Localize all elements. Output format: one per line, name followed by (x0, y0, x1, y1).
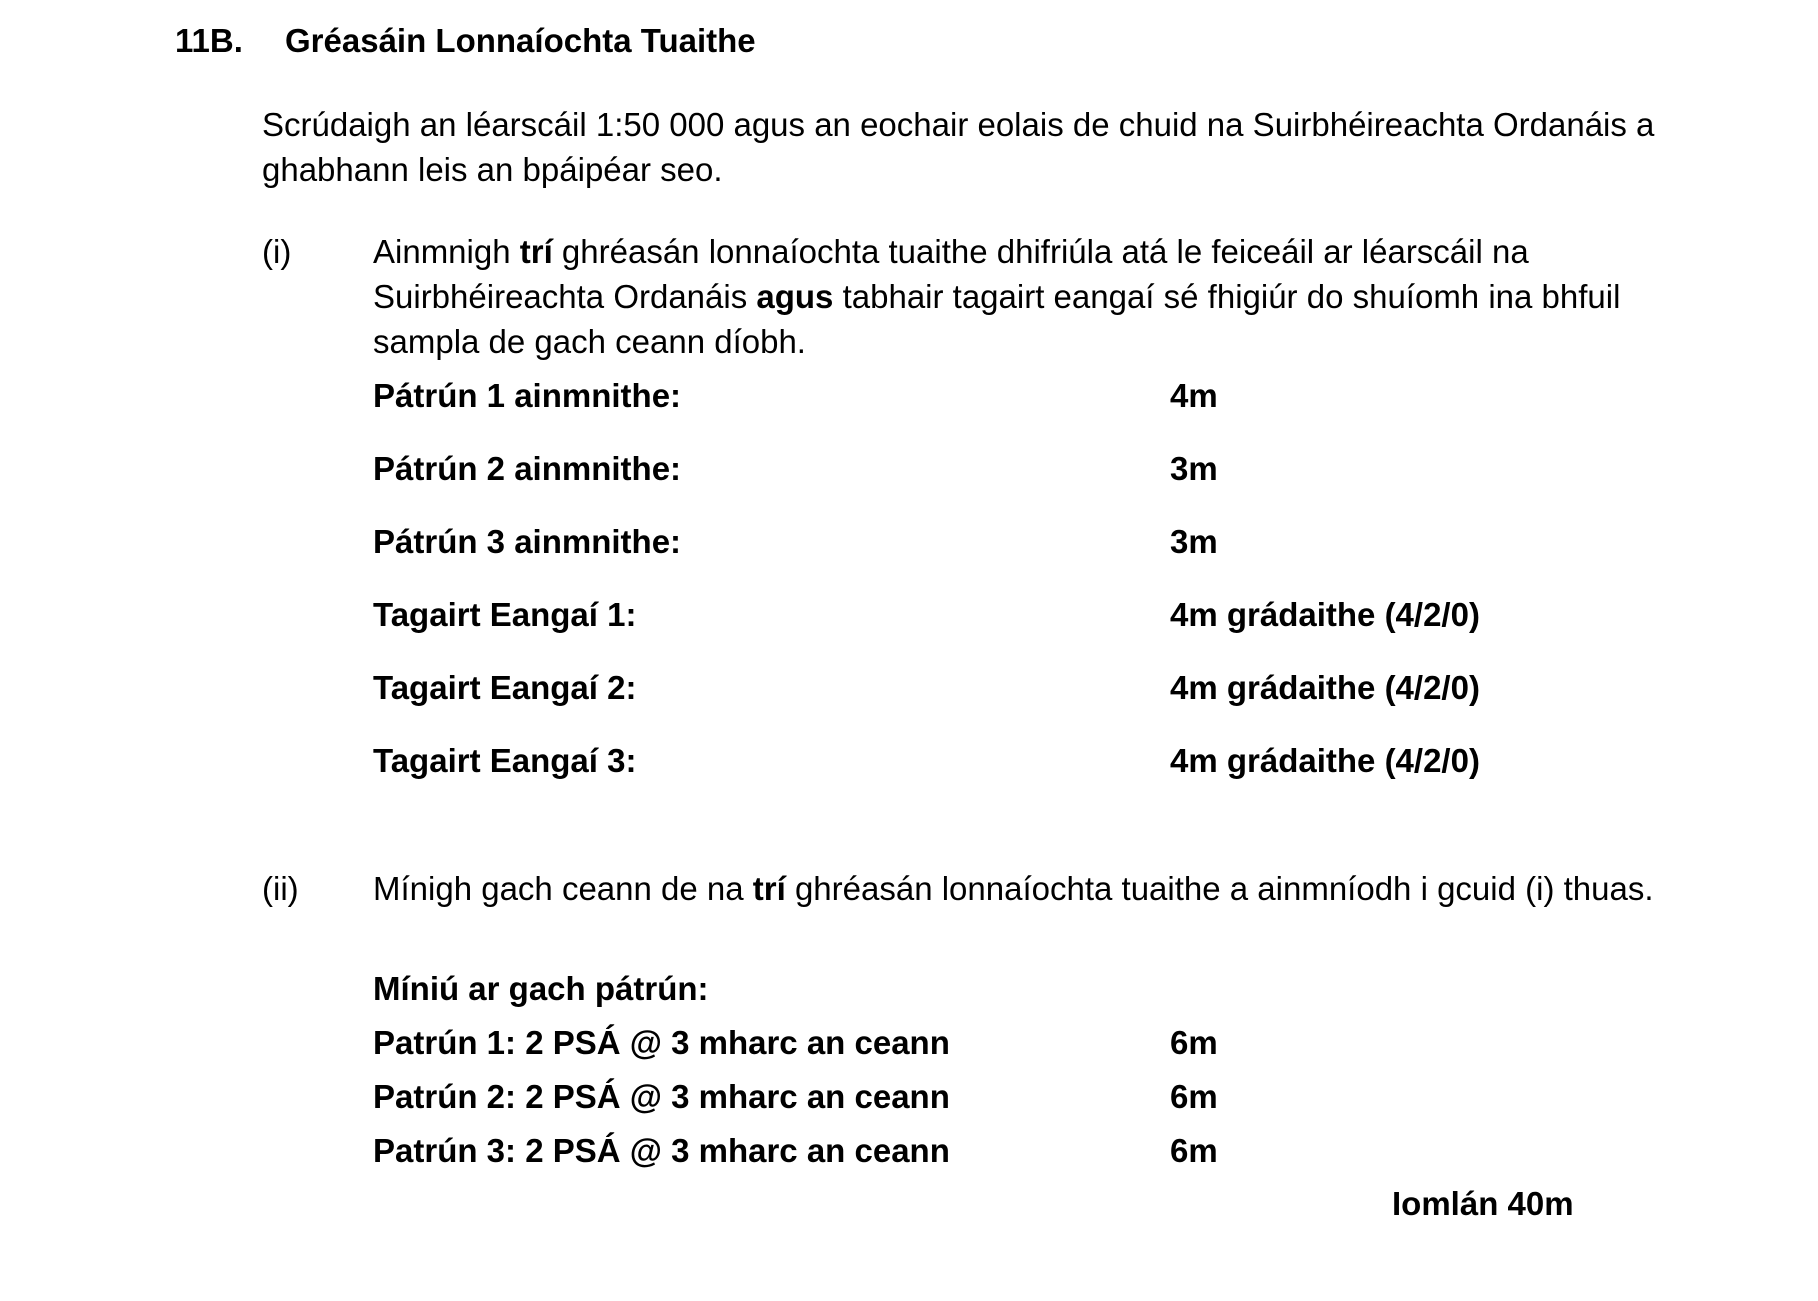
part-i-row-marks: 4m (1170, 377, 1218, 414)
part-ii-row-marks: 6m (1170, 1024, 1218, 1061)
part-ii-text-1: Mínigh gach ceann de na (373, 870, 753, 907)
part-ii-subheading: Míniú ar gach pátrún: (373, 970, 709, 1007)
part-i-label: (i) (262, 233, 292, 270)
part-i-row-label: Pátrún 2 ainmnithe: (373, 450, 682, 487)
part-i-row-label: Tagairt Eangaí 1: (373, 596, 637, 633)
part-i-row-marks: 4m grádaithe (4/2/0) (1170, 742, 1480, 779)
part-ii-row-label: Patrún 2: 2 PSÁ @ 3 mharc an ceann (373, 1078, 950, 1115)
part-i-bold-2: agus (756, 278, 834, 315)
part-i-row-marks: 3m (1170, 523, 1218, 560)
intro-paragraph: Scrúdaigh an léarscáil 1:50 000 agus an eochair eolais de chuid na Suirbhéireachta Ordanáis a ghabhann leis an bpáipéar seo. (262, 106, 1655, 188)
part-i-text-1: Ainmnigh (373, 233, 520, 270)
part-ii-row-label: Patrún 1: 2 PSÁ @ 3 mharc an ceann (373, 1024, 950, 1061)
question-title: Gréasáin Lonnaíochta Tuaithe (285, 22, 756, 59)
part-i-row-label: Pátrún 3 ainmnithe: (373, 523, 682, 560)
part-i-text-2: ghréasán lonnaíochta tuaithe dhifriúla atá le feiceáil ar léarscáil na Suirbhéireachta Ordanáis (373, 233, 1529, 315)
part-ii-question (373, 866, 1663, 911)
part-i-row-marks: 3m (1170, 450, 1218, 487)
part-i-row-label: Tagairt Eangaí 2: (373, 669, 637, 706)
part-i-row-marks: 4m grádaithe (4/2/0) (1170, 596, 1480, 633)
part-i-row-marks: 4m grádaithe (4/2/0) (1170, 669, 1480, 706)
part-i-bold-1: trí (519, 233, 553, 270)
question-number: 11B. (175, 22, 243, 59)
part-ii-text-2: ghréasán lonnaíochta tuaithe a ainmníodh i gcuid (i) thuas. (785, 870, 1654, 907)
part-i-question (373, 229, 1663, 364)
total-marks: Iomlán 40m (1392, 1185, 1574, 1222)
part-ii-row-marks: 6m (1170, 1078, 1218, 1115)
part-ii-row-marks: 6m (1170, 1132, 1218, 1169)
part-ii-bold-1: trí (752, 870, 786, 907)
part-i-text-3: tabhair tagairt eangaí sé fhigiúr do shuíomh ina bhfuil sampla de gach ceann díobh. (373, 278, 1621, 360)
part-ii-label: (ii) (262, 870, 299, 907)
part-i-row-label: Tagairt Eangaí 3: (373, 742, 637, 779)
part-i-row-label: Pátrún 1 ainmnithe: (373, 377, 682, 414)
part-ii-row-label: Patrún 3: 2 PSÁ @ 3 mharc an ceann (373, 1132, 950, 1169)
